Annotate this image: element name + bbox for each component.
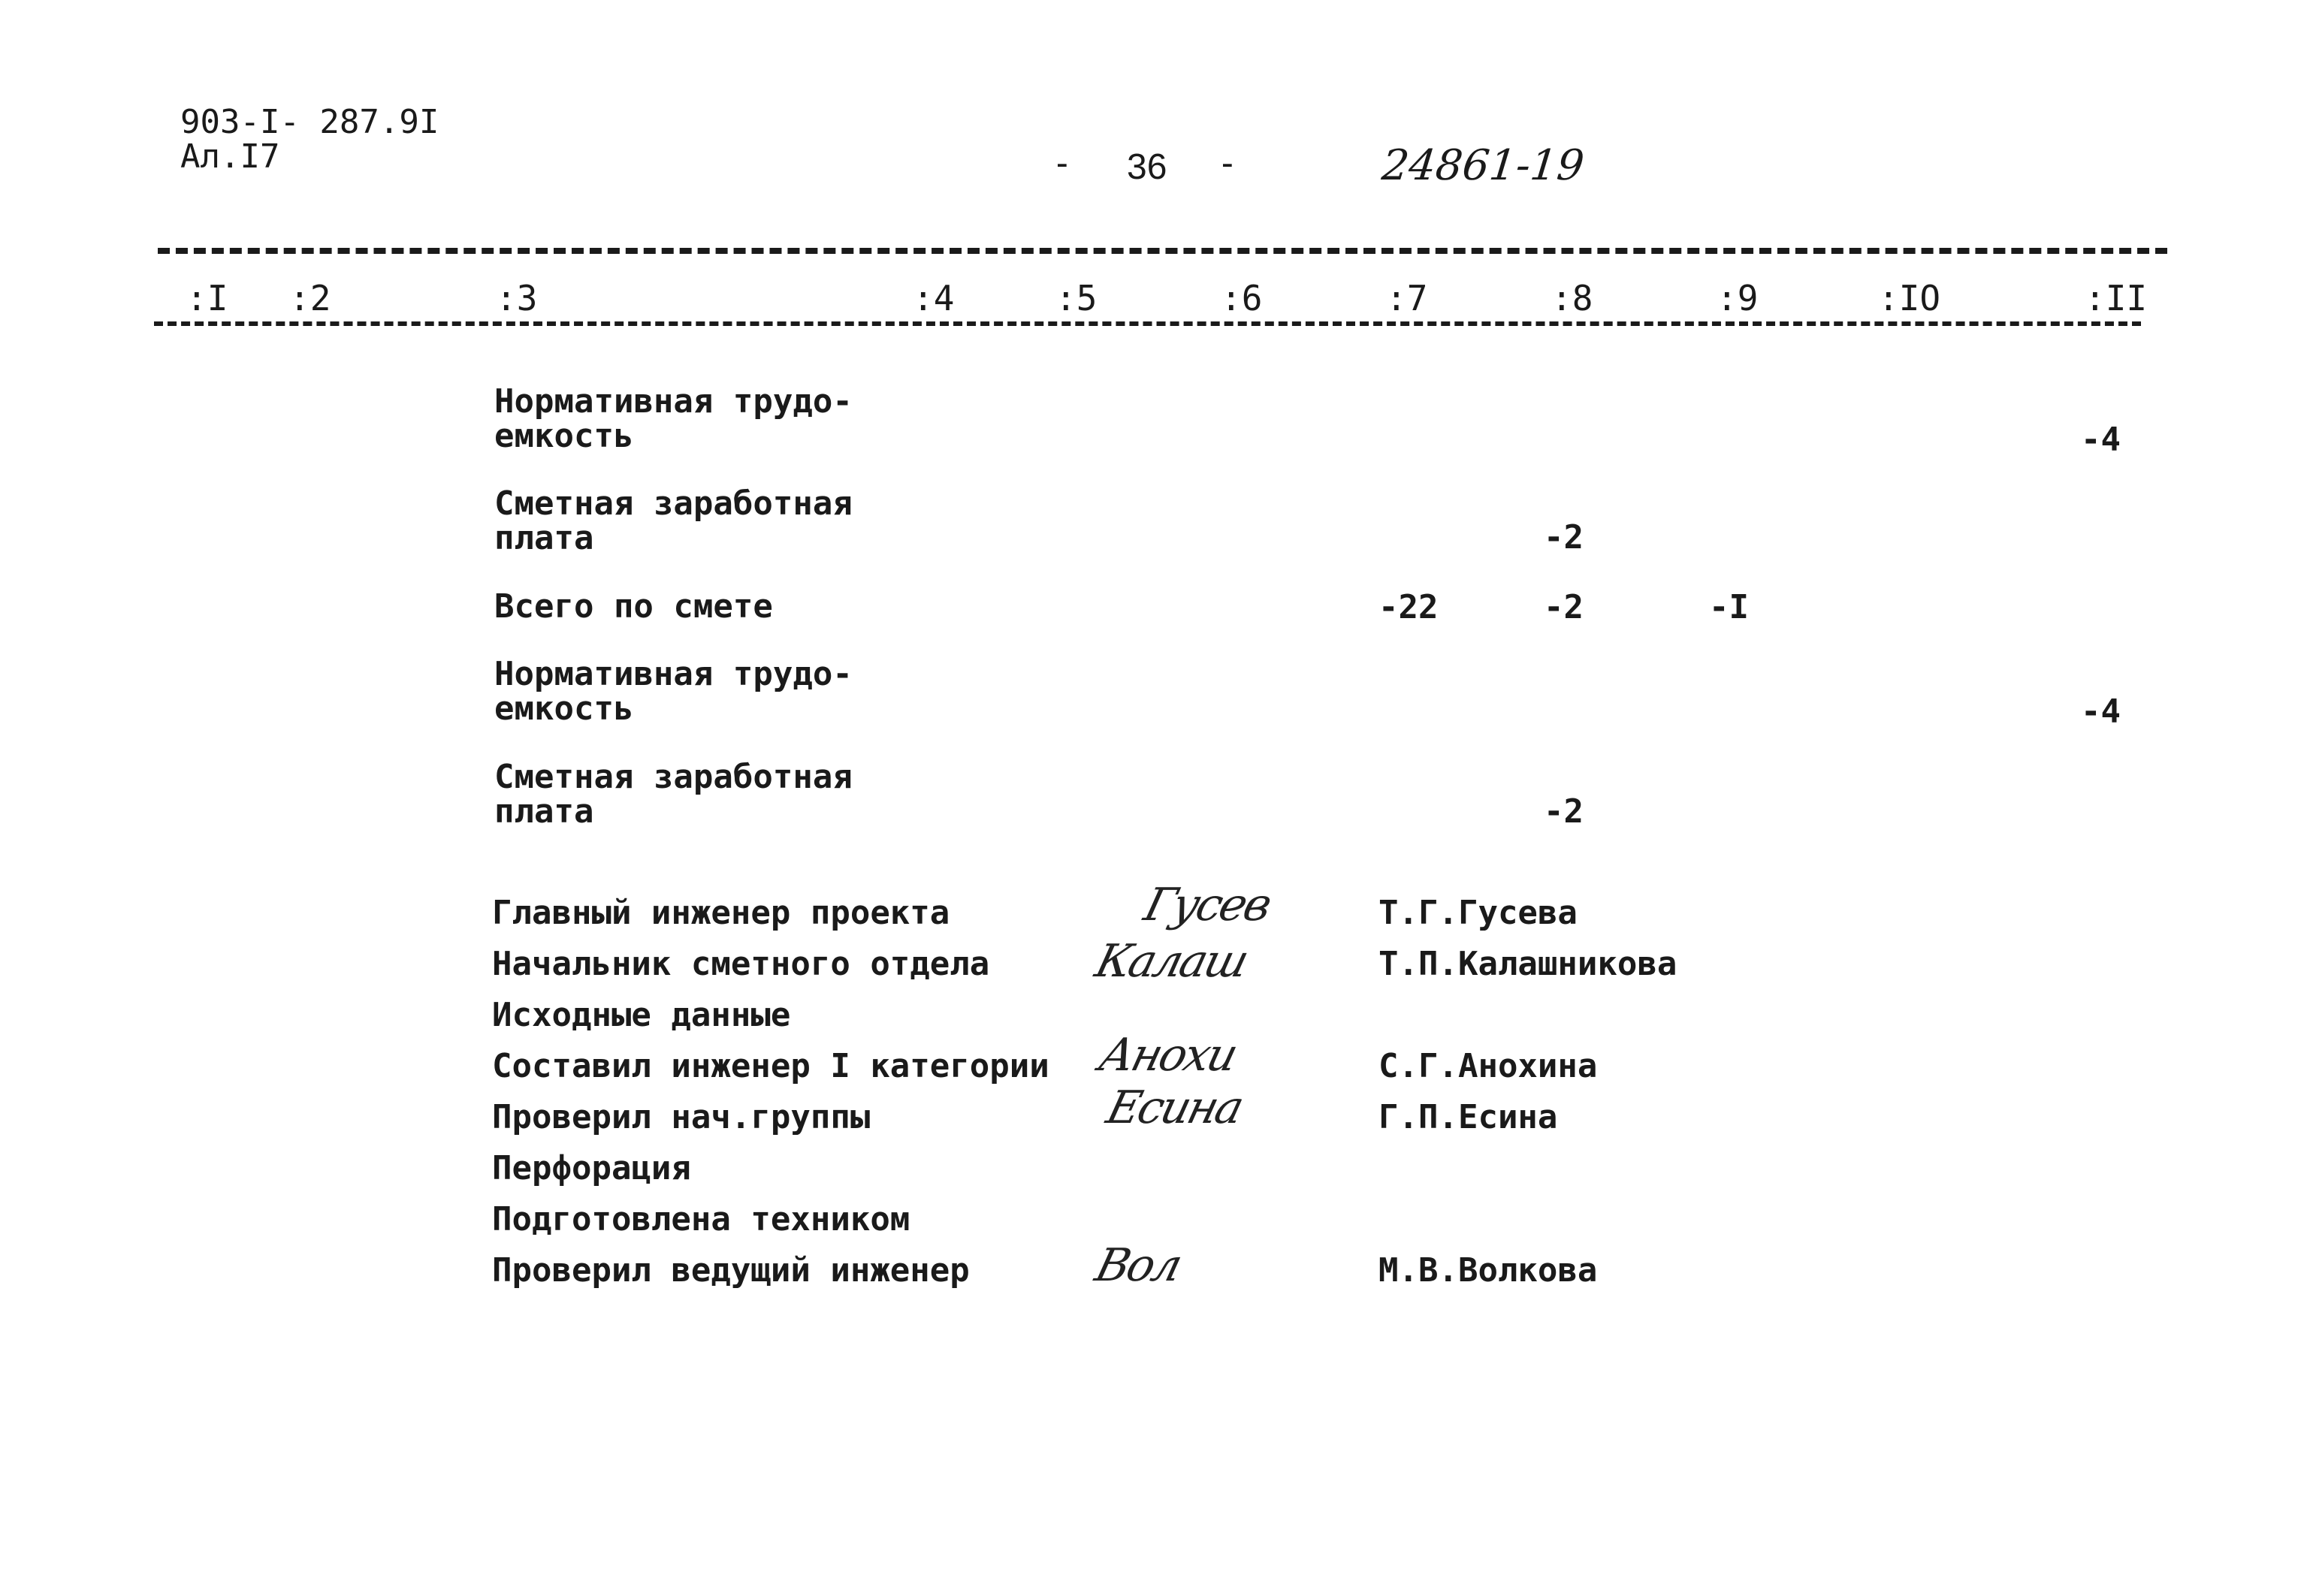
sig-role-source-data: Исходные данные: [492, 996, 791, 1034]
row-4-col-11: -4: [2081, 692, 2121, 731]
sig-role-group-head: Проверил нач.группы: [492, 1098, 871, 1136]
row-2-label-line-1: Сметная заработная: [494, 484, 853, 523]
column-header-6: :6: [1221, 278, 1263, 318]
sig-role-chief-engineer: Главный инженер проекта: [492, 894, 950, 932]
signature-compiled-by: Анохи: [1094, 1029, 1242, 1082]
column-header-3: :3: [496, 278, 538, 318]
column-header-1: :I: [186, 278, 228, 318]
row-5-col-8: -2: [1544, 792, 1584, 831]
column-header-7: :7: [1386, 278, 1428, 318]
sig-name-estimate-head: Т.П.Калашникова: [1378, 945, 1677, 983]
row-5-label-line-1: Сметная заработная: [494, 758, 853, 796]
row-3-label: Всего по смете: [494, 587, 773, 626]
sig-name-compiled-by: С.Г.Анохина: [1378, 1047, 1598, 1085]
column-header-9: :9: [1717, 278, 1759, 318]
signature-group-head: Есина: [1101, 1082, 1248, 1134]
page-number: 36: [1127, 147, 1167, 187]
sig-role-prepared-by: Подготовлена техником: [492, 1200, 910, 1238]
column-header-2: :2: [289, 278, 331, 318]
row-5-label-line-2: плата: [494, 792, 594, 831]
page-dash-right: -: [1217, 143, 1238, 183]
document-code: 903-I- 287.9I: [180, 103, 439, 141]
header-rule-top: [158, 248, 2167, 254]
row-3-col-9: -I: [1709, 588, 1749, 626]
row-1-label-line-2: емкость: [494, 417, 634, 455]
column-header-4: :4: [913, 278, 955, 318]
row-3-col-7: -22: [1378, 588, 1439, 626]
column-header-8: :8: [1551, 278, 1593, 318]
sig-name-group-head: Г.П.Есина: [1378, 1098, 1558, 1136]
sig-role-lead-engineer: Проверил ведущий инженер: [492, 1251, 970, 1290]
column-header-5: :5: [1055, 278, 1098, 318]
row-2-col-8: -2: [1544, 518, 1584, 557]
sig-role-estimate-head: Начальник сметного отдела: [492, 945, 990, 983]
sig-role-perforation: Перфорация: [492, 1149, 691, 1187]
column-header-10: :IO: [1878, 278, 1941, 318]
row-1-label-line-1: Нормативная трудо-: [494, 382, 853, 421]
page-dash-left: -: [1052, 143, 1073, 183]
row-2-label-line-2: плата: [494, 519, 594, 557]
handwritten-number: 24861-19: [1379, 141, 1587, 190]
sig-role-compiled-by: Составил инженер I категории: [492, 1047, 1049, 1085]
row-1-col-11: -4: [2081, 421, 2121, 459]
sig-name-lead-engineer: М.В.Волкова: [1378, 1251, 1598, 1290]
signature-lead-engineer: Вол: [1090, 1239, 1186, 1292]
sheet-number: Ал.I7: [180, 137, 280, 176]
row-4-label-line-1: Нормативная трудо-: [494, 655, 853, 693]
row-4-label-line-2: емкость: [494, 689, 634, 728]
column-header-11: :II: [2085, 278, 2148, 318]
sig-name-chief-engineer: Т.Г.Гусева: [1378, 894, 1578, 932]
row-3-col-8: -2: [1544, 588, 1584, 626]
signature-estimate-head: Калаш: [1090, 935, 1252, 988]
header-rule-bottom: [154, 321, 2141, 326]
signature-chief-engineer: Гусев: [1139, 879, 1276, 931]
